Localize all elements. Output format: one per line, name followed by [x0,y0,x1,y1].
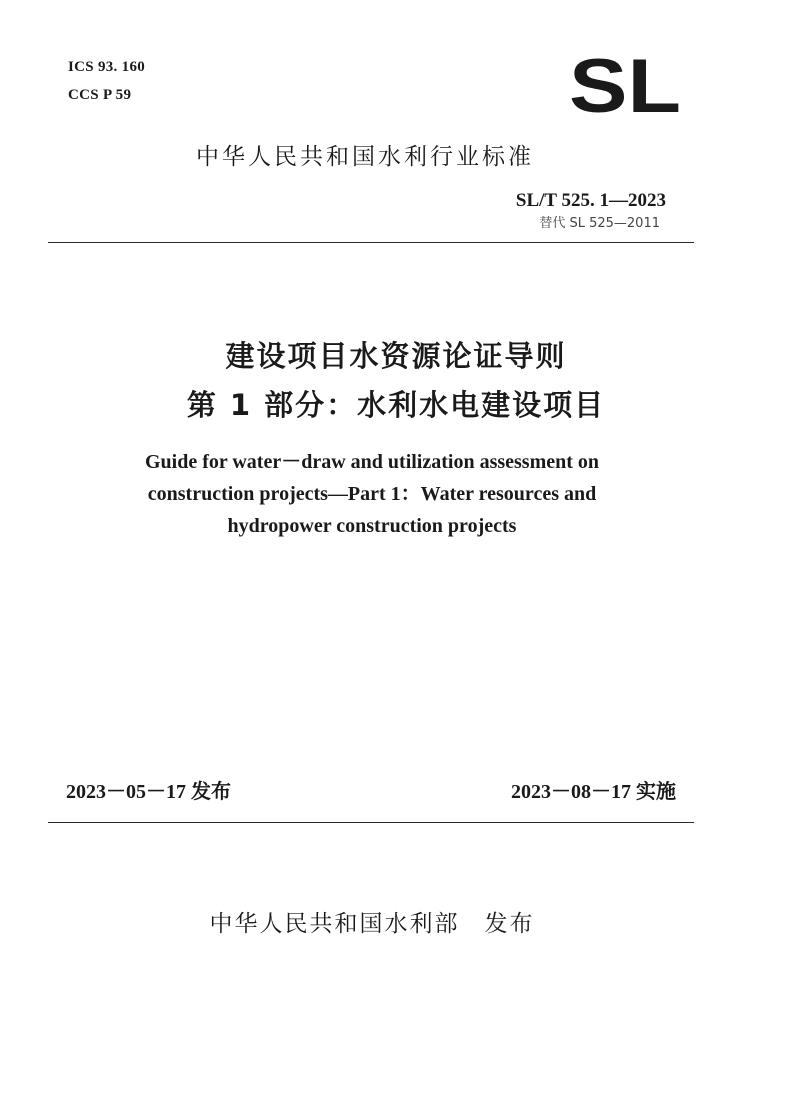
implementation-date: 2023－08－17 实施 [511,781,676,803]
title-en-line3: hydropower construction projects [227,515,517,537]
sl-logo-text: SL [569,56,681,118]
sl-logo [568,56,682,118]
title-en-line2: construction projects—Part 1：Water resources and [147,483,597,505]
title-en-line1: Guide for water－draw and utilization assessment on [144,451,600,473]
top-divider [48,242,694,243]
ics-code: ICS 93. 160 [68,59,146,75]
ccs-code: CCS P 59 [68,87,132,103]
title-cn-line1: 建设项目水资源论证导则 [225,339,567,373]
standard-number: SL/T 525. 1—2023 [515,190,666,211]
publisher: 中华人民共和国水利部 发布 [209,911,535,937]
issue-date: 2023－05－17 发布 [66,781,231,803]
industry-standard-title: 中华人民共和国水利行业标准 [196,144,534,170]
bottom-divider [48,822,694,823]
replaces-standard: 替代 SL 525—2011 [539,216,660,231]
title-cn-line2: 第 1 部分：水利水电建设项目 [186,388,606,422]
